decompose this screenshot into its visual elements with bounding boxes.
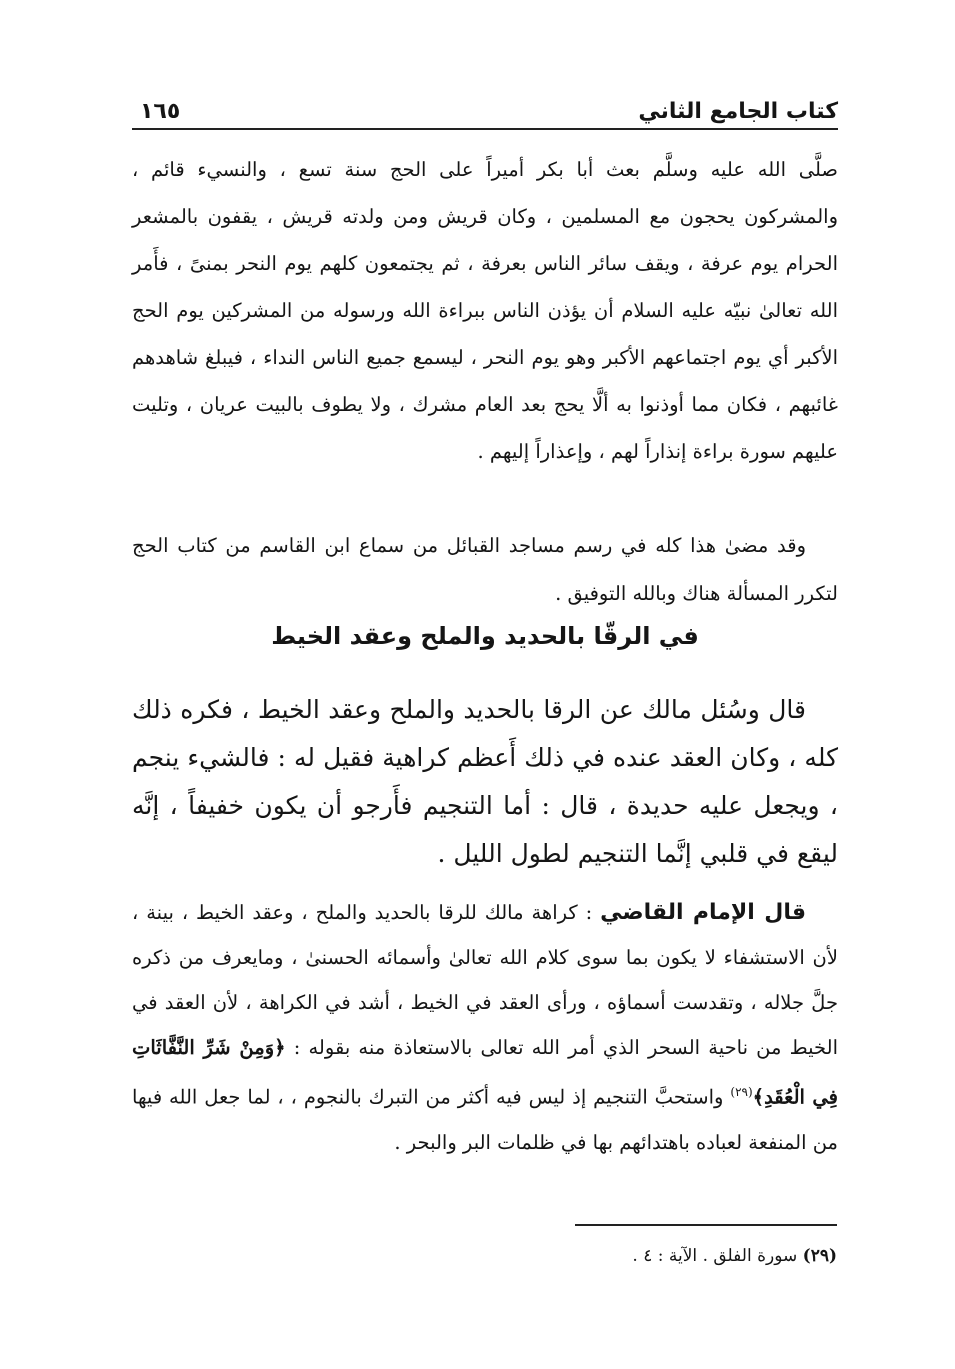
paragraph-2: وقد مضىٰ هذا كله في رسم مساجد القبائل من سماع ابن القاسم من كتاب الحج لتكرر المسألة هناك وبالله التوفيق . bbox=[132, 534, 838, 605]
paragraph-4-part2: واستحبَّ التنجيم إذ ليس فيه أكثر من التبرك بالنجوم ، ، لما جعل الله فيها من المنفعة لعباده باهتدائهم بها في ظلمات البر والبحر . bbox=[132, 1085, 838, 1154]
footnote bbox=[337, 1246, 837, 1266]
paragraph-1: صلَّى الله عليه وسلَّم بعث أبا بكر أميراً على الحج سنة تسع ، والنسيء قائم ، والمشركون يحجون مع المسلمين ، وكان قريش ومن ولدته قريش ، يقفون بالمشعر الحرام يوم عرفة ، ويقف سائر الناس بعرفة ، ثم يجتمعون كلهم يوم النحر بمنىً ، فأَمر الله تعالىٰ نبيّه عليه السلام أن يؤذن الناس ببراءة الله ورسوله من المشركين يوم الحج الأكبر أي يوم اجتماعهم الأكبر وهو يوم النحر ، ليسمع جميع الناس النداء ، فيبلغ شاهدهم غائبهم ، فكان مما أوذنوا به ألَّا يحج بعد العام مشرك ، ولا يطوف بالبيت عريان ، وتليت عليهم سورة براءة إنذاراً لهم ، وإعذاراً إليهم . bbox=[132, 158, 838, 463]
running-title: كتاب الجامع الثاني bbox=[638, 99, 838, 124]
page-header bbox=[132, 94, 838, 130]
footnote-number: (٢٩) bbox=[802, 1246, 837, 1266]
paragraph-4-lead: قال الإمام القاضي bbox=[600, 900, 806, 925]
paragraph-4-part1: : كراهة مالك للرقا بالحديد والملح ، وعقد الخيط ، بينة ، لأن الاستشفاء لا يكون بما سوى كلام الله تعالىٰ وأسمائه الحسنىٰ ، ومايعرف من ذكره جلَّ جلاله ، وتقدست أسماؤه ، ورأى العقد في الخيط ، أشد في الكراهة ، لأن العقد في الخيط من ناحية السحر الذي أمر الله تعالى بالاستعاذة منه بقوله : bbox=[132, 901, 838, 1059]
quran-verse: ﴿وَمِنْ شَرِّ النَّفَّاثَاتِ فِي الْعُقَدِ﴾ bbox=[132, 1036, 839, 1109]
footnote-reference: (٢٩) bbox=[730, 1085, 753, 1099]
section-heading: في الرقّا بالحديد والملح وعقد الخيط bbox=[271, 622, 699, 650]
page-number: ١٦٥ bbox=[140, 99, 181, 124]
paragraph-4 bbox=[132, 890, 838, 1165]
footnote-divider bbox=[575, 1224, 837, 1226]
footnote-text: سورة الفلق . الآية : ٤ . bbox=[632, 1246, 798, 1266]
paragraph-3: قال وسُئل مالك عن الرقا بالحديد والملح وعقد الخيط ، فكره ذلك كله ، وكان العقد عنده في ذلك أَعظم كراهية فقيل له : فالشيء ينجم ، ويجعل عليه حديدة ، قال : أما التنجيم فأَرجو أن يكون خفيفاً ، إنَّه ليقع في قلبي إنَّما التنجيم لطول الليل . bbox=[132, 695, 838, 868]
